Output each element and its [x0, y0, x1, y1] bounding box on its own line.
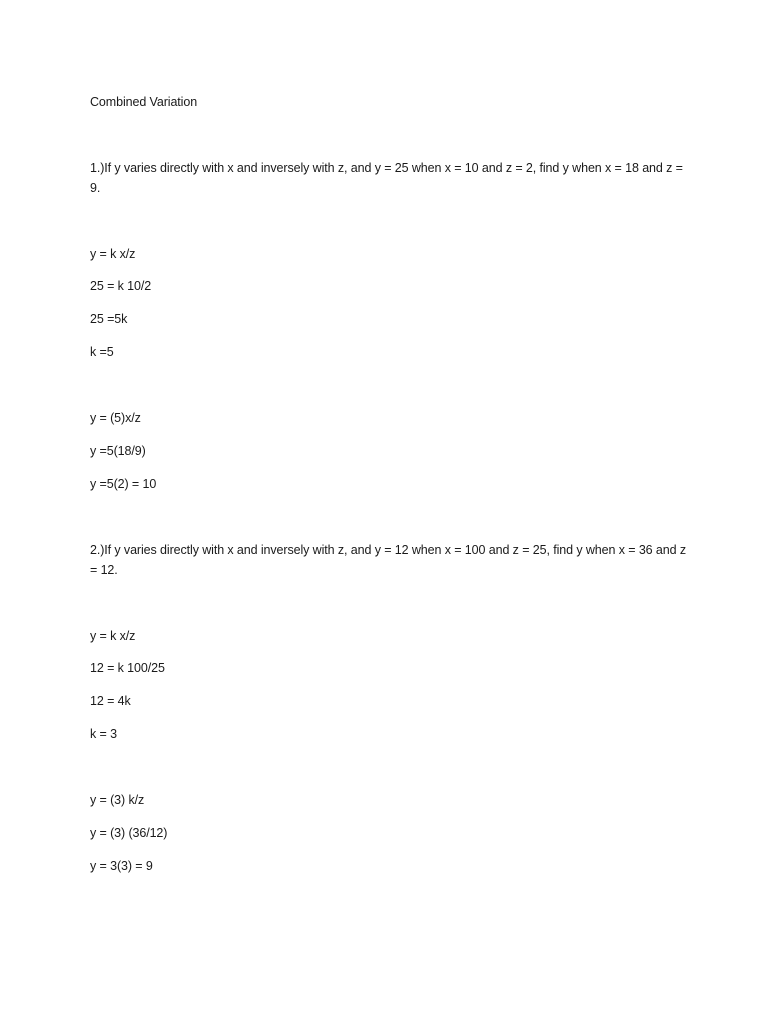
- problem-1-step: 25 = k 10/2: [90, 279, 152, 293]
- problem-1-step: y =5(18/9): [90, 444, 146, 458]
- problem-2-step: y = (3) k/z: [90, 793, 145, 807]
- document-title: Combined Variation: [90, 95, 198, 109]
- problem-2-step: y = k x/z: [90, 629, 136, 643]
- problem-1-step: y = (5)x/z: [90, 411, 141, 425]
- problem-2-answer: y = 3(3) = 9: [90, 859, 153, 873]
- problem-2-step: 12 = 4k: [90, 694, 131, 708]
- problem-1-step: k =5: [90, 345, 114, 359]
- problem-2-step: 12 = k 100/25: [90, 661, 165, 675]
- problem-2-statement: 2.)If y varies directly with x and inversely with z, and y = 12 when x = 100 and z = 25, find y when x = 36 and z = 12.: [90, 543, 686, 577]
- problem-1-answer: y =5(2) = 10: [90, 477, 157, 491]
- problem-1-statement: 1.)If y varies directly with x and inversely with z, and y = 25 when x = 10 and z = 2, find y when x = 18 and z = 9.: [90, 161, 683, 195]
- problem-2-step: k = 3: [90, 727, 117, 741]
- problem-1-step: y = k x/z: [90, 247, 136, 261]
- problem-1-step: 25 =5k: [90, 312, 128, 326]
- problem-2-step: y = (3) (36/12): [90, 826, 168, 840]
